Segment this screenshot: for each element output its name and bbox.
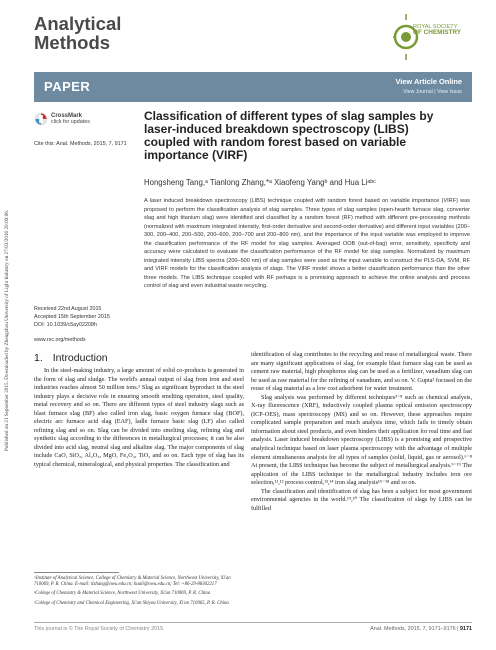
crossmark-subtitle: click for updates	[51, 119, 90, 125]
journal-title-line-2: Methods	[34, 32, 111, 53]
crossmark-name: CrossMark	[51, 113, 83, 119]
footnote-c: ᶜCollege of Chemistry and Chemical Engineering, Xi'an Shiyou University, Xi'an 710065, P. R. China	[34, 600, 229, 606]
article-type-label: PAPER	[44, 79, 91, 94]
section-number: 1.	[34, 352, 43, 364]
footnote-a: ᵃInstitute of Analytical Science, College of Chemistry & Material Science, Northwest University, Xi'an 710069, P. R. China. E-mail: tlzhang@nwu.edu.cn; huali@nwu.edu.cn; Tel: +86-29-88302217	[34, 576, 231, 588]
body-column-left	[34, 367, 244, 470]
page-number: 9171	[460, 626, 472, 632]
footer-citation: Anal. Methods, 2015, 7, 9171–9176 |	[370, 626, 459, 632]
affiliation-footnotes	[34, 576, 244, 610]
view-journal-issue-link[interactable]: View Journal | View Issue	[403, 89, 462, 95]
copyright-footer: This journal is © The Royal Society of Chemistry 2015	[34, 626, 164, 632]
journal-title	[34, 14, 121, 52]
publisher-line-1: ROYAL SOCIETY	[413, 24, 458, 30]
doi-link[interactable]: DOI: 10.1039/c5ay02208h	[34, 322, 97, 328]
article-type-band	[34, 72, 472, 102]
crossmark-text	[51, 113, 90, 125]
crossmark-badge[interactable]	[34, 112, 90, 126]
journal-website-link[interactable]: www.rsc.org/methods	[34, 337, 86, 343]
article-title: Classification of different types of slag samples by laser-induced breakdown spectroscopy (LIBS) coupled with random forest based on variable importance (VIRF)	[144, 109, 434, 162]
received-dates	[34, 306, 110, 321]
download-side-note: Published on 21 September 2015. Downloaded by Zhengzhou University of Light Industry on 27/03/2016 20:00:06.	[4, 209, 10, 451]
accepted-date: Accepted 15th September 2015	[34, 313, 110, 320]
footer-divider	[34, 622, 472, 623]
section-title: Introduction	[52, 352, 108, 364]
received-date: Received 22nd August 2015	[34, 306, 102, 312]
publisher-name	[413, 24, 473, 37]
intro-paragraph-3: The classification and identification of slag has been a subject for most government environmental agencies in the world.¹⁹,²⁰ The classification of slags by LIBS can be fulfilled	[251, 487, 472, 512]
abstract-text: A laser induced breakdown spectroscopy (LIBS) technique coupled with random forest based on variable importance (VIRF) was proposed to perform the classification analysis of slag samples. Three types of slag samples (open-hearth furnace slag, converter slag and high titanium slag) were identified and classified by a random forest (RF) method with different pre-processing methods (normalized with maximum integrated intensity, first-order derivative and second-order derivative) and different input variables (200–300, 200–400, 200–500, 200–600, 200–700 and 200–800 nm), and the importance of the input variable was employed to improve the classification performance of the RF model for slag samples. Averaged OOB (out-of-bag) error, sensitivity, specificity and accuracy were calculated to evaluate the classification performance of the RF model for slag samples. Normalized by maximum integrated intensity LIBS spectra (200–500 nm) of slag samples were used as the input variable to construct the PLS-DA, SVM, RF and VIRF models for the classification analysis of slags. The VIRF model shows a better classification performance than the other three models. The LIBS technique coupled with RF perhaps is a promising approach to achieve the online analysis and process control of slag and even industrial waste recycling.	[144, 198, 470, 290]
crossmark-icon	[34, 112, 48, 126]
author-list: Hongsheng Tang,ᵃ Tianlong Zhang,*ᵃ Xiaofeng Yangᵇ and Hua Liᵃᵇᶜ	[144, 178, 376, 187]
page-footer	[370, 626, 472, 632]
footnote-b: ᵇCollege of Chemistry & Material Science, Northwest University, Xi'an 710069, P. R. China	[34, 591, 211, 597]
footnote-divider	[34, 572, 119, 573]
citation-line: Cite this: Anal. Methods, 2015, 7, 9171	[34, 141, 127, 147]
journal-title-line-1: Analytical	[34, 13, 122, 34]
body-column-right	[251, 351, 472, 513]
intro-paragraph-continued: identification of slag contributes to the recycling and reuse of metallurgical waste. There are many significant applications of slag, for example blast furnace slag can be used as cement raw material, high phosphorus slag can be used as a fertilizer, vanadium slag can be used as raw material for the refining of vanadium, and so on. V. Gupta² focused on the reuse of slag material as a low cost adsorbent for water treatment.	[251, 351, 472, 393]
intro-paragraph-1: In the steel-making industry, a large amount of solid co-products is generated in the form of slag and sludge. The world's annual output of slag from iron and steel industries reaches almost 50 million tons.¹ Slag as significant byproduct in the steel industry plays a decisive role in ensuring smooth smelting operation, steel quality, metal recovery and so on. There are different types of steel industry slags such as blast furnace slag (BF) also called iron slag, basic oxygen furnace slag (BOF), electric arc furnace acid slag (EAF), ladle furnace basic slag (LF) also called refining slag and so on. Slag can be divided into smelting slag, refining slag and synthetic slag according to the differences in metallurgical processes; it can be also divided into acid slag, neutral slag and alkaline slag. The major components of slag include CaO, SiO₂, Al₂O₃, MgO, Fe₂O₃, TiO₂ and so on. Each type of slag has its typical chemical, mineralogical, and physical properties. The classification and	[34, 367, 244, 469]
publisher-line-2: OF CHEMISTRY	[413, 29, 462, 37]
view-article-online-link[interactable]: View Article Online	[395, 77, 462, 86]
rsc-logo-icon	[392, 12, 470, 62]
section-heading-introduction	[34, 352, 108, 364]
intro-paragraph-2: Slag analysis was performed by different techniques³⁻⁸ such as chemical analysis, X-ray fluorescence (XRF), inductively coupled plasma optical emission spectroscopy (ICP-OES), mass spectroscopy (MS) and so on. However, these approaches require complicated sample preparation and much analysis time, which fails to timely obtain information about steel products, and even hinders their application for real time and fast analysis. Laser induced breakdown spectroscopy (LIBS) is a promising and prospective analytical technique based on laser plasma spectroscopy with the advantage of multiple element simultaneous analysis for all types of samples (solid, liquid, gas or aerosol).⁶⁻⁸ At present, the LIBS technique has become the subject of metallurgical analysis.⁹⁻¹⁹ The application of the LIBS technique to the metallurgical industry includes iron ore selection,¹¹,¹² process control,¹³,¹⁴ iron slag analysis¹⁵⁻¹⁸ and so on.	[251, 393, 472, 487]
